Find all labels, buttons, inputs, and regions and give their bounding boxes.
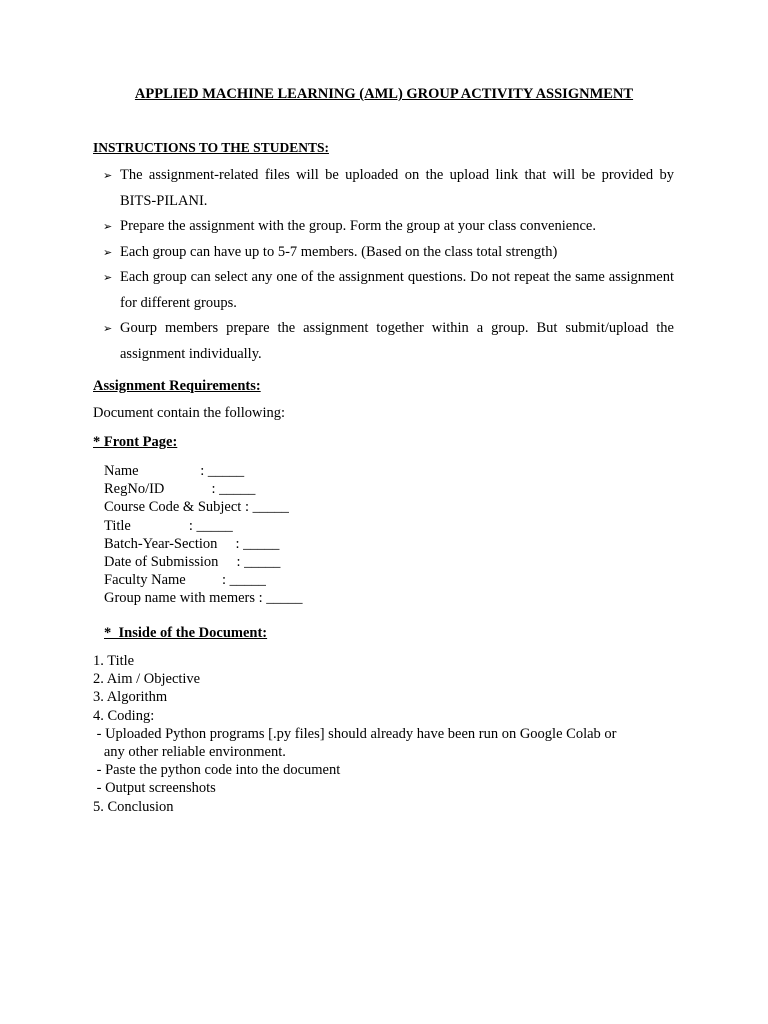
- list-item: [103, 316, 674, 367]
- list-item: - Uploaded Python programs [.py files] should already have been run on Google Colab or: [93, 725, 617, 742]
- instruction-text: Gourp members prepare the assignment together within a group. But submit/upload the assignment individually.: [120, 320, 674, 362]
- arrow-bullet-icon: ➢: [103, 220, 113, 233]
- front-field-name: Name : _____: [104, 463, 245, 479]
- arrow-bullet-icon: ➢: [103, 169, 113, 182]
- instruction-text: Prepare the assignment with the group. Form the group at your class convenience.: [120, 218, 596, 234]
- list-item: - Paste the python code into the document: [93, 762, 341, 779]
- list-item: [103, 240, 674, 266]
- list-item: - Output screenshots: [93, 780, 216, 797]
- instructions-heading: INSTRUCTIONS TO THE STUDENTS:: [93, 140, 329, 155]
- list-item: [103, 265, 674, 316]
- arrow-bullet-icon: ➢: [103, 271, 113, 284]
- list-item: [103, 214, 674, 240]
- arrow-bullet-icon: ➢: [103, 245, 113, 259]
- list-item: [103, 163, 674, 214]
- front-field-group: Group name with memers : _____: [104, 590, 303, 607]
- inside-document-list: [93, 652, 693, 816]
- list-item: 4. Coding:: [93, 707, 155, 724]
- instruction-text: Each group can have up to 5-7 members. (Based on the class total strength): [120, 243, 558, 260]
- inside-document-heading: * Inside of the Document:: [104, 625, 268, 641]
- requirements-heading: Assignment Requirements:: [93, 378, 261, 394]
- instruction-text: Each group can select any one of the assignment questions. Do not repeat the same assignment for different groups.: [120, 269, 674, 311]
- front-field-title: Title : _____: [104, 517, 233, 534]
- front-field-date: Date of Submission : _____: [104, 554, 281, 571]
- front-field-regno: RegNo/ID : _____: [104, 481, 256, 498]
- instruction-text: The assignment-related files will be uploaded on the upload link that will be provided by BITS-PILANI.: [120, 167, 674, 209]
- list-item: 1. Title: [93, 653, 135, 669]
- front-field-course: Course Code & Subject : _____: [104, 499, 289, 516]
- front-field-batch: Batch-Year-Section : _____: [104, 535, 280, 552]
- front-field-faculty: Faculty Name : _____: [104, 572, 266, 589]
- instructions-list: [103, 163, 674, 367]
- front-page-fields: [104, 462, 303, 608]
- list-item: 2. Aim / Objective: [93, 671, 201, 688]
- document-title: APPLIED MACHINE LEARNING (AML) GROUP ACTIVITY ASSIGNMENT: [134, 86, 634, 102]
- list-item: 5. Conclusion: [93, 798, 174, 815]
- front-page-heading: * Front Page:: [93, 434, 178, 450]
- arrow-bullet-icon: ➢: [103, 322, 113, 335]
- list-item: any other reliable environment.: [93, 744, 286, 761]
- list-item: 3. Algorithm: [93, 689, 168, 706]
- document-contain-text: Document contain the following:: [93, 405, 286, 421]
